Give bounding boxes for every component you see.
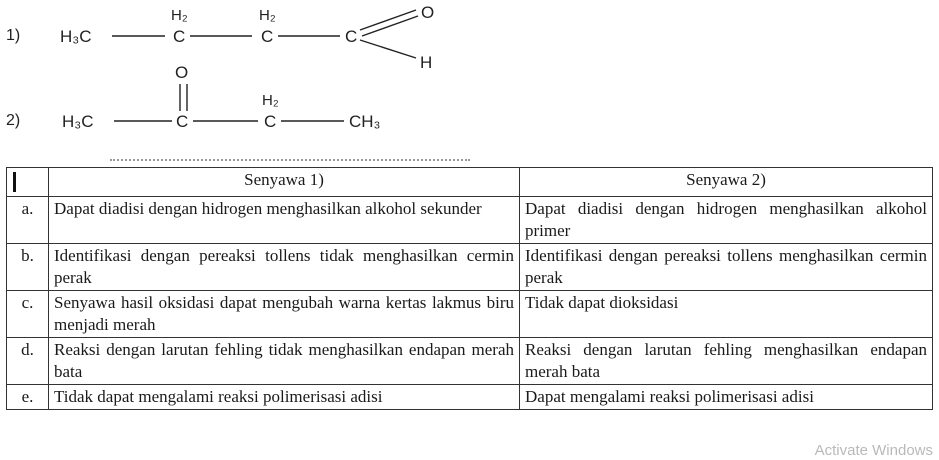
- structure-1-ch3: H₃C: [60, 27, 92, 46]
- structure-2-c-ch2: C: [264, 112, 277, 131]
- structure-1-oxygen: O: [421, 3, 435, 22]
- structure-2-number: 2): [6, 112, 21, 129]
- header-senyawa-1: Senyawa 1): [49, 168, 520, 197]
- chemical-structures: [0, 0, 939, 150]
- separator-dots: [110, 159, 470, 161]
- activation-watermark: Activate Windows: [814, 442, 933, 459]
- header-letter-cell: [7, 168, 49, 197]
- row-senyawa-1: Senyawa hasil oksidasi dapat mengubah warna kertas lakmus biru menjadi merah: [49, 291, 520, 338]
- row-letter: d.: [7, 338, 49, 385]
- structure-1-bond-h: [360, 40, 416, 58]
- structure-2-c-carbonyl: C: [176, 112, 189, 131]
- structure-1-h2a: H₂: [171, 7, 188, 24]
- structure-2-ch3-left: H₃C: [62, 112, 94, 131]
- row-senyawa-1: Reaksi dengan larutan fehling tidak menghasilkan endapan merah bata: [49, 338, 520, 385]
- table-header-row: [7, 168, 933, 197]
- table-row: [7, 197, 933, 244]
- structure-2: [6, 63, 380, 131]
- structure-1: [6, 3, 434, 72]
- row-senyawa-2: Identifikasi dengan pereaksi tollens menghasilkan cermin perak: [520, 244, 933, 291]
- row-senyawa-1: Identifikasi dengan pereaksi tollens tidak menghasilkan cermin perak: [49, 244, 520, 291]
- row-senyawa-1: Dapat diadisi dengan hidrogen menghasilkan alkohol sekunder: [49, 197, 520, 244]
- table-row: [7, 385, 933, 410]
- structure-2-ch3-right: CH₃: [349, 112, 381, 131]
- row-senyawa-2: Tidak dapat dioksidasi: [520, 291, 933, 338]
- comparison-table: [6, 167, 933, 410]
- structure-1-number: 1): [6, 27, 21, 44]
- row-letter: b.: [7, 244, 49, 291]
- structure-1-c-c: C: [345, 27, 358, 46]
- row-senyawa-2: Dapat mengalami reaksi polimerisasi adisi: [520, 385, 933, 410]
- table-row: [7, 291, 933, 338]
- structure-2-h2: H₂: [262, 92, 279, 109]
- row-senyawa-1: Tidak dapat mengalami reaksi polimerisasi adisi: [49, 385, 520, 410]
- structure-2-oxygen: O: [175, 63, 189, 82]
- table-row: [7, 244, 933, 291]
- structure-1-c-a: C: [173, 27, 186, 46]
- structure-1-c-b: C: [261, 27, 274, 46]
- table-row: [7, 338, 933, 385]
- row-letter: a.: [7, 197, 49, 244]
- row-letter: c.: [7, 291, 49, 338]
- row-senyawa-2: Dapat diadisi dengan hidrogen menghasilkan alkohol primer: [520, 197, 933, 244]
- row-letter: e.: [7, 385, 49, 410]
- cursor-mark: [13, 172, 16, 192]
- structure-1-hydrogen: H: [420, 53, 433, 72]
- header-senyawa-2: Senyawa 2): [520, 168, 933, 197]
- structure-1-h2b: H₂: [259, 7, 276, 24]
- comparison-table-wrapper: [6, 167, 933, 410]
- row-senyawa-2: Reaksi dengan larutan fehling menghasilkan endapan merah bata: [520, 338, 933, 385]
